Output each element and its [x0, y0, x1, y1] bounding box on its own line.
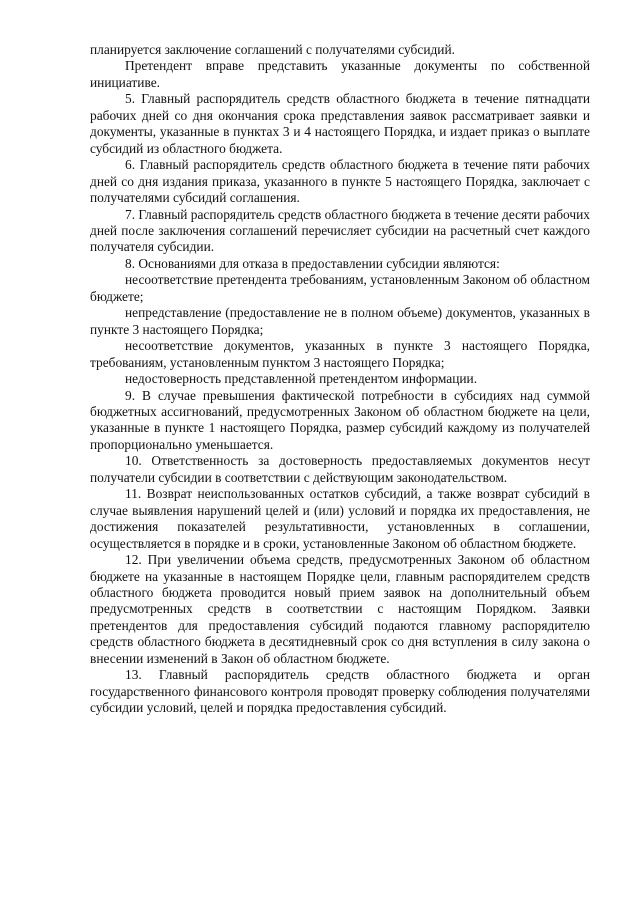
- paragraph-item-7: 7. Главный распорядитель средств областного бюджета в течение десяти рабочих дней после заключения соглашений перечисляет субсидии на расчетный счет каждого получателя субсидии.: [90, 206, 590, 255]
- refusal-ground-3: несоответствие документов, указанных в пункте 3 настоящего Порядка, требованиям, установленным пунктом 3 настоящего Порядка;: [90, 338, 590, 370]
- refusal-ground-2: непредставление (предоставление не в полном объеме) документов, указанных в пункте 3 настоящего Порядка;: [90, 305, 590, 337]
- paragraph-item-13: 13. Главный распорядитель средств областного бюджета и орган государственного финансового контроля проводят проверку соблюдения получателями субсидии условий, целей и порядка предоставления субсидий.: [90, 667, 590, 716]
- paragraph-item-8: 8. Основаниями для отказа в предоставлении субсидии являются:: [125, 255, 500, 271]
- document-body: [90, 42, 590, 717]
- paragraph-own-initiative: Претендент вправе представить указанные документы по собственной инициативе.: [90, 58, 590, 90]
- refusal-ground-1: несоответствие претендента требованиям, установленным Законом об областном бюджете;: [90, 272, 590, 304]
- paragraph-item-12: 12. При увеличении объема средств, предусмотренных Законом об областном бюджете на указанные в настоящем Порядке цели, главным распорядителем средств областного бюджета проводится новый прием заявок на дополнительный объем предусмотренных средств в соответствии с настоящим Порядком. Заявки претендентов для предоставления субсидий подаются главному распорядителю средств областного бюджета в десятидневный срок со дня вступления в силу закона о внесении изменений в Закон об областном бюджете.: [90, 552, 590, 666]
- paragraph-item-10: 10. Ответственность за достоверность предоставляемых документов несут получатели субсидии в соответствии с действующим законодательством.: [90, 453, 590, 485]
- paragraph-continuation: планируется заключение соглашений с получателями субсидий.: [90, 42, 455, 57]
- paragraph-item-6: 6. Главный распорядитель средств областного бюджета в течение пяти рабочих дней со дня издания приказа, указанного в пункте 5 настоящего Порядка, заключает с получателями субсидий соглашения.: [90, 157, 590, 206]
- refusal-ground-4: недостоверность представленной претендентом информации.: [125, 371, 478, 387]
- paragraph-item-9: 9. В случае превышения фактической потребности в субсидиях над суммой бюджетных ассигнований, предусмотренных Законом об областном бюджете на цели, указанные в пункте 1 настоящего Порядка, размер субсидий каждому из получателей пропорционально уменьшается.: [90, 387, 590, 452]
- paragraph-item-5: 5. Главный распорядитель средств областного бюджета в течение пятнадцати рабочих дней со дня окончания срока представления заявок рассматривает заявки и документы, указанные в пунктах 3 и 4 настоящего Порядка, и издает приказ о выплате субсидий из областного бюджета.: [90, 91, 590, 156]
- paragraph-item-11: 11. Возврат неиспользованных остатков субсидий, а также возврат субсидий в случае выявления нарушений целей и (или) условий и порядка их предоставления, не достижения показателей результативности, установленных в соглашении, осуществляется в порядке и в сроки, установленные Законом об областном бюджете.: [90, 486, 590, 551]
